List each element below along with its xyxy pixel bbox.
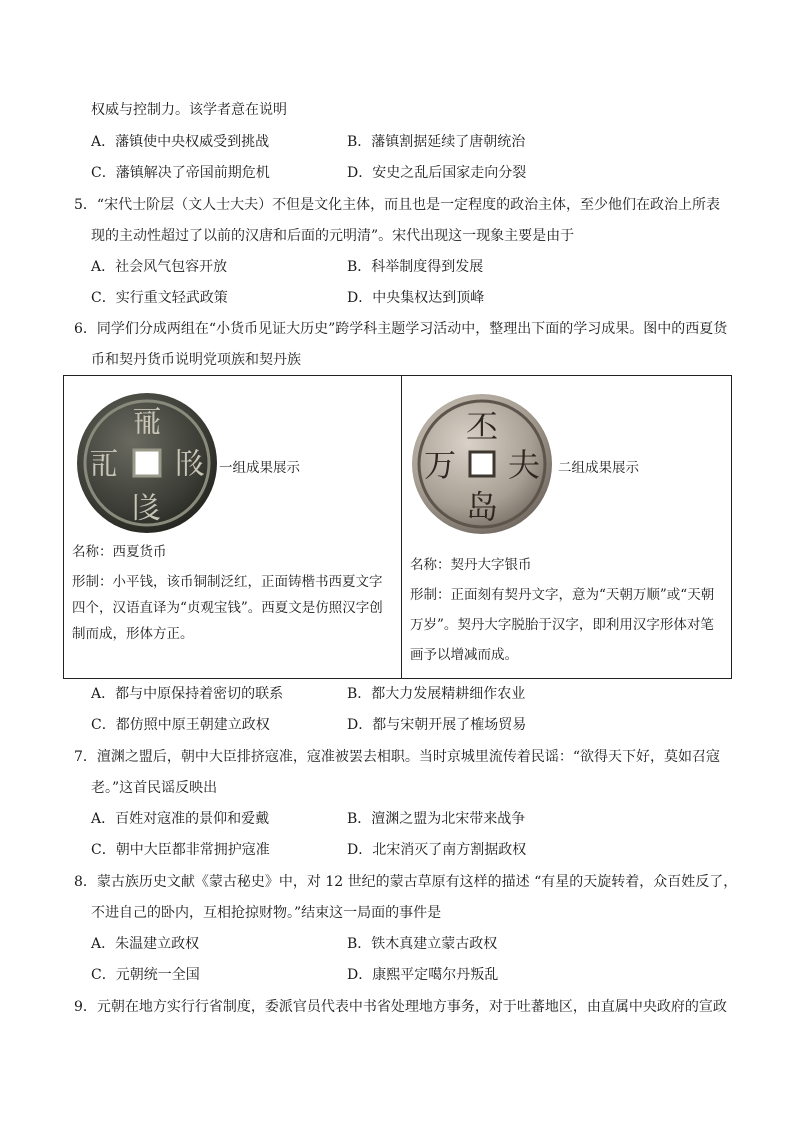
q7-option-a[interactable]: A．百姓对寇准的景仰和爱戴 <box>91 811 270 827</box>
q7-stem-line2: 老。”这首民谣反映出 <box>91 780 218 796</box>
q5-option-a[interactable]: A．社会风气包容开放 <box>91 259 228 275</box>
q5-option-d[interactable]: D．中央集权达到顶峰 <box>347 290 485 306</box>
group2-cell <box>402 376 732 679</box>
group1-cell <box>64 376 402 679</box>
q8-option-c[interactable]: C．元朝统一全国 <box>91 967 200 983</box>
q4-stem-tail: 权威与控制力。该学者意在说明 <box>91 102 287 118</box>
coin-comparison-table <box>63 375 732 679</box>
q9-stem-line1: 9．元朝在地方实行行省制度，委派官员代表中书省处理地方事务，对于吐蕃地区，由直属中央政府的宣政 <box>74 999 727 1015</box>
xixia-glyph-bottom: 𗁅 <box>132 491 162 526</box>
q8-option-d[interactable]: D．康熙平定噶尔丹叛乱 <box>347 967 499 983</box>
group1-desc-1: 形制：小平钱，该币铜制泛红，正面铸楷书西夏文字 <box>72 574 383 590</box>
q5-option-b[interactable]: B．科举制度得到发展 <box>347 259 484 275</box>
group2-desc-2: 万岁”。契丹大字脱胎于汉字，即利用汉字形体对笔 <box>410 617 714 633</box>
q6-option-c[interactable]: C．都仿照中原王朝建立政权 <box>91 717 270 733</box>
khitan-glyph-bottom: 岛 <box>465 488 499 526</box>
q6-option-d[interactable]: D．都与宋朝开展了榷场贸易 <box>347 717 527 733</box>
q6-option-b[interactable]: B．都大力发展精耕细作农业 <box>347 686 526 702</box>
group1-caption: 一组成果展示 <box>219 460 300 476</box>
xixia-glyph-top: 𗀙 <box>132 405 162 440</box>
group2-name: 名称：契丹大字银币 <box>410 557 532 573</box>
group2-desc-1: 形制：正面刻有契丹文字，意为“天朝万顺”或“天朝 <box>410 587 715 603</box>
q6-stem-line1: 6．同学们分成两组在“小货币见证大历史”跨学科主题学习活动中，整理出下面的学习成果。图中的西夏货 <box>74 321 728 337</box>
xixia-glyph-right: 𗁆 <box>175 447 205 482</box>
khitan-coin-image <box>408 390 556 538</box>
xixia-coin-image <box>72 388 222 538</box>
q4-option-b[interactable]: B．藩镇割据延续了唐朝统治 <box>347 134 526 150</box>
q8-stem-line1: 8．蒙古族历史文献《蒙古秘史》中，对 12 世纪的蒙古草原有这样的描述 “有星的天旋转着，众百姓反了， <box>74 874 738 890</box>
q8-stem-line2: 不进自己的卧内，互相抢掠财物。”结束这一局面的事件是 <box>91 905 442 921</box>
q7-option-b[interactable]: B．澶渊之盟为北宋带来战争 <box>347 811 526 827</box>
group2-caption: 二组成果展示 <box>558 460 639 476</box>
q4-option-d[interactable]: D．安史之乱后国家走向分裂 <box>347 165 527 181</box>
q7-option-c[interactable]: C．朝中大臣都非常拥护寇准 <box>91 842 270 858</box>
q5-stem-line2: 现的主动性超过了以前的汉唐和后面的元明清”。宋代出现这一现象主要是由于 <box>91 228 575 244</box>
khitan-glyph-right: 夫 <box>507 446 541 484</box>
group2-desc-3: 画予以增减而成。 <box>410 647 518 663</box>
group1-name: 名称：西夏货币 <box>72 544 167 560</box>
khitan-glyph-left: 万 <box>423 446 457 484</box>
group1-desc-3: 制而成，形体方正。 <box>72 626 194 642</box>
group1-desc-2: 四个，汉语直译为“贞观宝钱”。西夏文是仿照汉字创 <box>72 600 383 616</box>
q5-option-c[interactable]: C．实行重文轻武政策 <box>91 290 228 306</box>
q4-option-a[interactable]: A．藩镇使中央权威受到挑战 <box>91 134 270 150</box>
xixia-glyph-left: 𗀀 <box>89 447 119 482</box>
q5-stem-line1: 5．“宋代士阶层（文人士大夫）不但是文化主体，而且也是一定程度的政治主体，至少他们在政治上所表 <box>74 197 721 213</box>
q7-option-d[interactable]: D．北宋消灭了南方割据政权 <box>347 842 527 858</box>
khitan-glyph-top: 丕 <box>465 408 499 446</box>
q6-stem-line2: 币和契丹货币说明党项族和契丹族 <box>91 352 301 368</box>
q8-option-a[interactable]: A．朱温建立政权 <box>91 936 200 952</box>
q7-stem-line1: 7．澶渊之盟后，朝中大臣排挤寇准，寇准被罢去相职。当时京城里流传着民谣：“欲得天下好，莫如召寇 <box>74 749 721 765</box>
q8-option-b[interactable]: B．铁木真建立蒙古政权 <box>347 936 498 952</box>
q6-option-a[interactable]: A．都与中原保持着密切的联系 <box>91 686 284 702</box>
q4-option-c[interactable]: C．藩镇解决了帝国前期危机 <box>91 165 270 181</box>
